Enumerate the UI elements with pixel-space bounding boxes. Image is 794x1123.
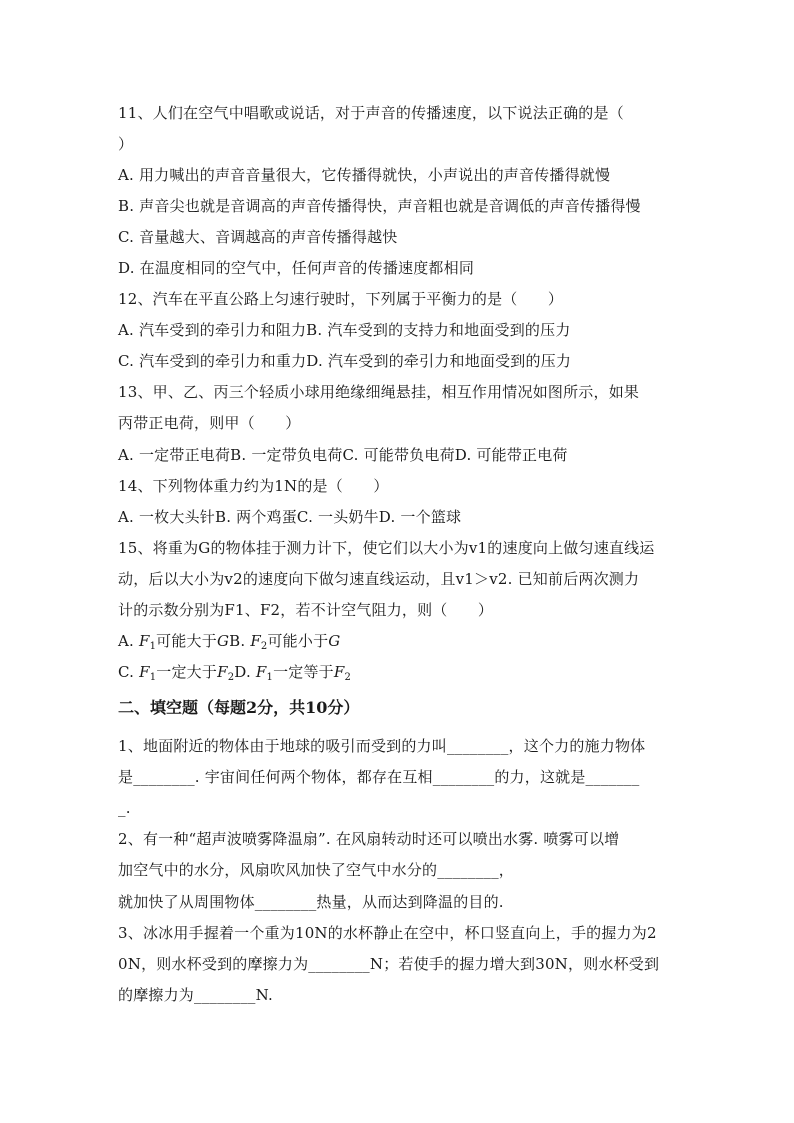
- q15-stem-line1: 15、将重为G的物体挂于测力计下，使它们以大小为v1的速度向上做匀速直线运: [118, 539, 655, 557]
- q11-option-d: D. 在温度相同的空气中，任何声音的传播速度都相同: [118, 259, 475, 277]
- q14-stem: 14、下列物体重力约为1N的是（ ）: [118, 477, 389, 495]
- fill-2-line1: 2、有一种“超声波喷雾降温扇”. 在风扇转动时还可以喷出水雾. 喷雾可以增: [118, 830, 620, 848]
- q15-stem-line3: 计的示数分别为F1、F2，若不计空气阻力，则（ ）: [118, 601, 494, 619]
- section-2-heading: 二、填空题（每题2分，共10分）: [118, 698, 360, 717]
- fill-3-line2: 0N，则水杯受到的摩擦力为________N；若使手的握力增大到30N，则水杯受到: [118, 955, 660, 973]
- q11-option-b: B. 声音尖也就是音调高的声音传播得快，声音粗也就是音调低的声音传播得慢: [118, 197, 641, 215]
- q11-stem-line1: 11、人们在空气中唱歌或说话，对于声音的传播速度，以下说法正确的是（: [118, 104, 624, 122]
- fill-2-line3: 就加快了从周围物体________热量，从而达到降温的目的.: [118, 893, 504, 911]
- q15-options-cd: C. $F_1$一定大于$F_2D$. $F_1$一定等于$F_2$: [118, 663, 352, 683]
- fill-1-line2: 是________. 宇宙间任何两个物体，都存在互相________的力，这就是_______: [118, 768, 640, 786]
- q15-stem-line2: 动，后以大小为v2的速度向下做匀速直线运动，且v1＞v2. 已知前后两次测力: [118, 570, 640, 588]
- q11-stem-line2: ）: [118, 135, 134, 153]
- fill-1-line1: 1、地面附近的物体由于地球的吸引而受到的力叫________，这个力的施力物体: [118, 737, 646, 755]
- fill-3-line3: 的摩擦力为________N.: [118, 986, 273, 1004]
- fill-2-line2: 加空气中的水分，风扇吹风加快了空气中水分的________，: [118, 861, 515, 879]
- fill-1-line3: _.: [118, 799, 131, 817]
- q13-stem-line2: 丙带正电荷，则甲（ ）: [118, 414, 301, 432]
- q12-options-ab: A. 汽车受到的牵引力和阻力B. 汽车受到的支持力和地面受到的压力: [118, 321, 571, 339]
- q12-options-cd: C. 汽车受到的牵引力和重力D. 汽车受到的牵引力和地面受到的压力: [118, 352, 572, 370]
- q13-stem-line1: 13、甲、乙、丙三个轻质小球用绝缘细绳悬挂，相互作用情况如图所示，如果: [118, 383, 640, 401]
- fill-3-line1: 3、冰冰用手握着一个重为10N的水杯静止在空中，杯口竖直向上，手的握力为2: [118, 924, 657, 942]
- q12-stem: 12、汽车在平直公路上匀速行驶时，下列属于平衡力的是（ ）: [118, 290, 564, 308]
- q13-options: A. 一定带正电荷B. 一定带负电荷C. 可能带负电荷D. 可能带正电荷: [118, 446, 568, 464]
- q15-options-ab: A. $F_1$可能大于GB. $F_2$可能小于G: [118, 632, 341, 652]
- q14-options: A. 一枚大头针B. 两个鸡蛋C. 一头奶牛D. 一个篮球: [118, 508, 462, 526]
- q11-option-c: C. 音量越大、音调越高的声音传播得越快: [118, 228, 398, 246]
- q11-option-a: A. 用力喊出的声音音量很大，它传播得就快，小声说出的声音传播得就慢: [118, 166, 611, 184]
